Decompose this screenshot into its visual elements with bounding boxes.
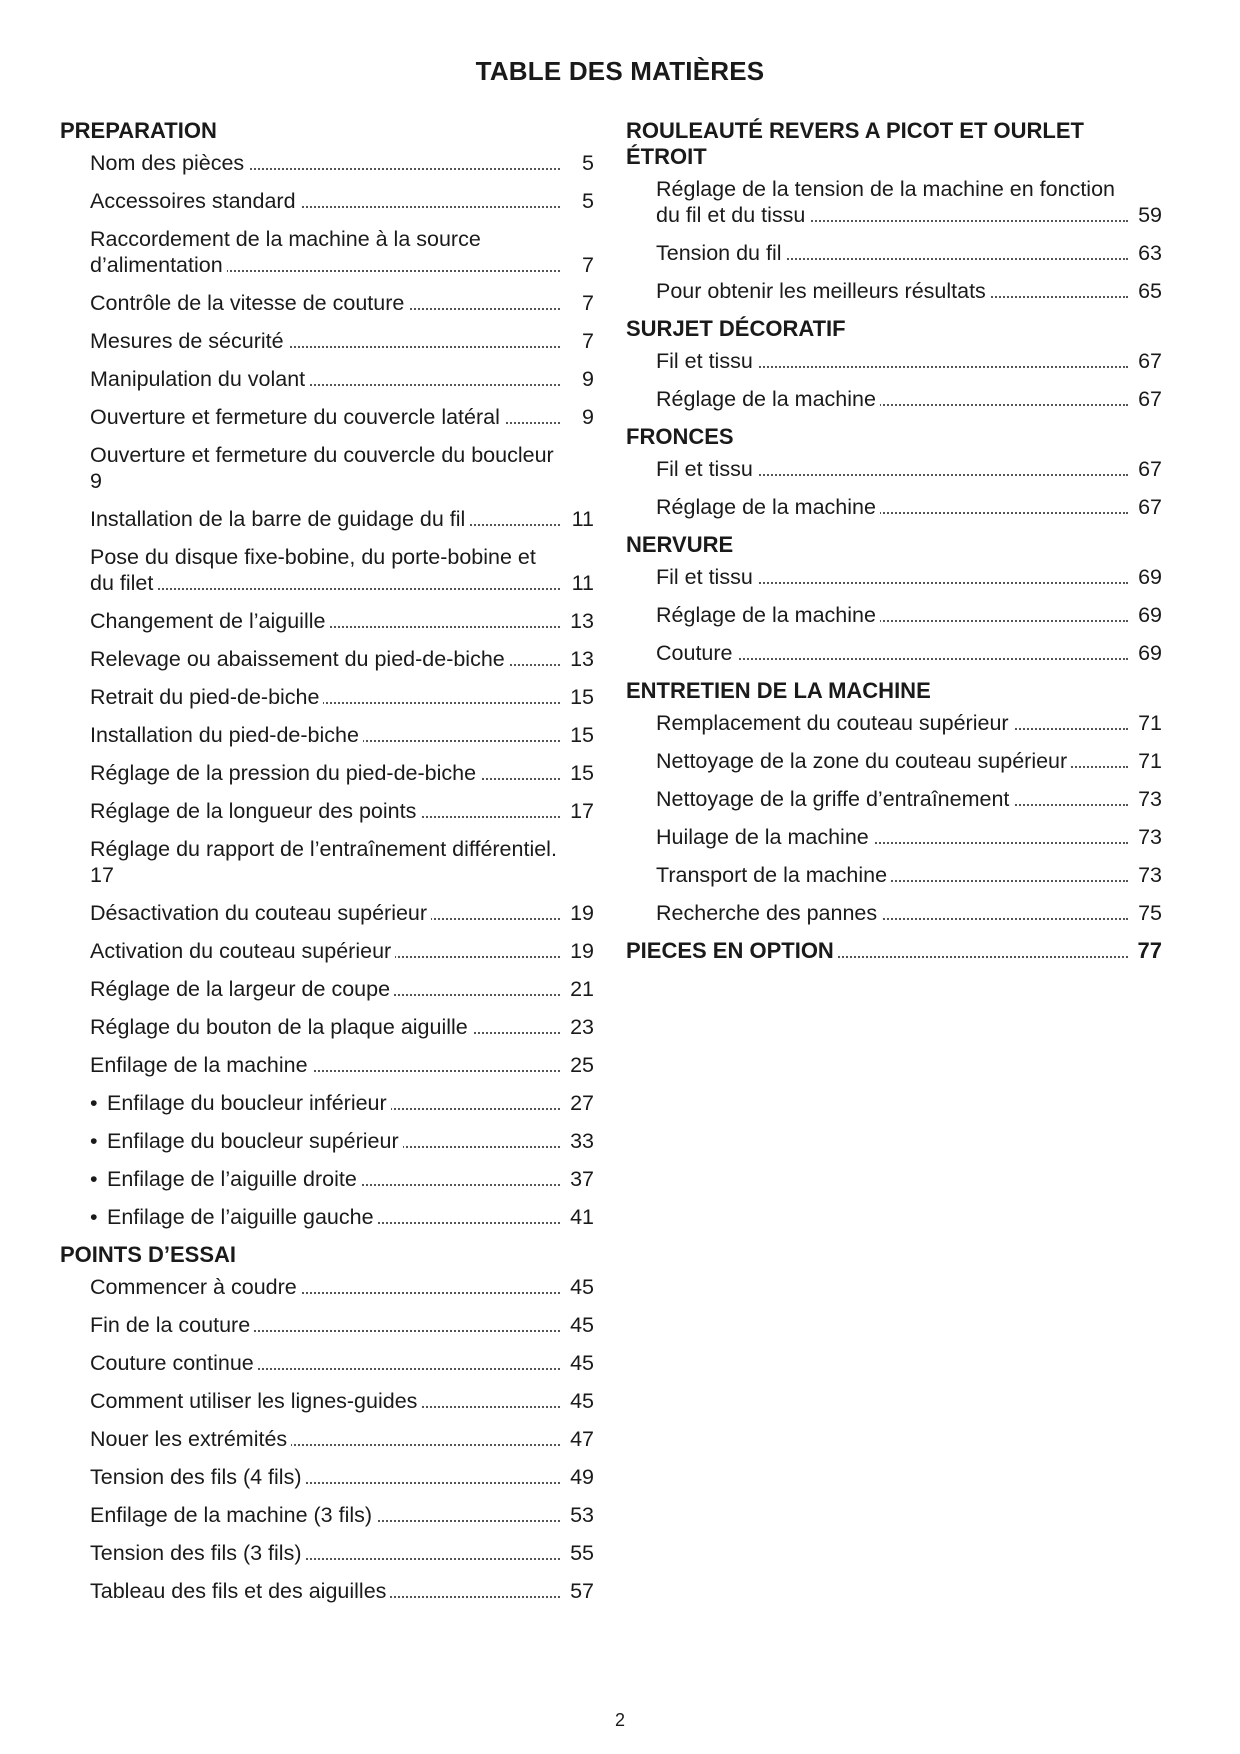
toc-entry-label: Réglage du bouton de la plaque aiguille: [90, 1015, 472, 1039]
toc-entry-page: 45: [566, 1350, 594, 1376]
toc-entry[interactable]: [90, 366, 594, 392]
toc-entry-label: Mesures de sécurité: [90, 329, 288, 353]
toc-entry[interactable]: [656, 176, 1162, 228]
toc-entry-page: 75: [1134, 900, 1162, 926]
toc-entry-label: Enfilage de l’aiguille droite: [107, 1167, 361, 1191]
toc-entry[interactable]: [656, 824, 1162, 850]
toc-entry-page: 69: [1134, 602, 1162, 628]
toc-entry-page: 5: [578, 150, 594, 176]
dot-leader: [90, 588, 560, 590]
toc-entry[interactable]: [90, 722, 594, 748]
toc-entry-label: Tension des fils (4 fils): [90, 1465, 306, 1489]
toc-entry[interactable]: [90, 976, 594, 1002]
toc-entry-page: 57: [566, 1578, 594, 1604]
toc-entry-label: Désactivation du couteau supérieur: [90, 901, 431, 925]
toc-entry[interactable]: [90, 798, 594, 824]
toc-entry[interactable]: [90, 328, 594, 354]
toc-entry-page: 13: [566, 608, 594, 634]
toc-entry-label: Remplacement du couteau supérieur: [656, 711, 1013, 735]
toc-entry[interactable]: [90, 1350, 594, 1376]
toc-entry[interactable]: [90, 1312, 594, 1338]
toc-entry-label: Ouverture et fermeture du couvercle latéral: [90, 405, 504, 429]
toc-entry-page: 73: [1134, 824, 1162, 850]
bullet-icon: •: [90, 1205, 98, 1229]
toc-entry[interactable]: [90, 442, 594, 494]
toc-entry-page: 15: [566, 722, 594, 748]
toc-entry-label: Réglage de la largeur de coupe: [90, 977, 394, 1001]
toc-entry-label: Comment utiliser les lignes-guides: [90, 1389, 421, 1413]
toc-entry-page: 71: [1134, 710, 1162, 736]
toc-entry-page: 37: [566, 1166, 594, 1192]
toc-entry-page: 73: [1134, 862, 1162, 888]
toc-entry-label: Réglage de la machine: [656, 495, 880, 519]
toc-entry-label: Relevage ou abaissement du pied-de-biche: [90, 647, 509, 671]
toc-entry[interactable]: [656, 786, 1162, 812]
toc-entry-label: Couture continue: [90, 1351, 258, 1375]
page-title: TABLE DES MATIÈRES: [475, 56, 765, 86]
toc-entry-label: Enfilage du boucleur supérieur: [107, 1129, 403, 1153]
toc-entry[interactable]: [90, 290, 594, 316]
toc-entry-label: Tension des fils (3 fils): [90, 1541, 306, 1565]
toc-entry[interactable]: [90, 1090, 594, 1116]
toc-entry-label: Nouer les extrémités: [90, 1427, 291, 1451]
toc-entry[interactable]: [656, 602, 1162, 628]
toc-entry-page: 13: [566, 646, 594, 672]
toc-entry-page: 53: [566, 1502, 594, 1528]
toc-entry-label: Ouverture et fermeture du couvercle du boucleur 9: [90, 443, 554, 493]
toc-entry-page: 21: [566, 976, 594, 1002]
toc-entry[interactable]: [90, 506, 594, 532]
toc-entry[interactable]: [626, 938, 1162, 964]
toc-section: [626, 316, 1162, 412]
toc-entry[interactable]: [656, 862, 1162, 888]
toc-entry[interactable]: [656, 386, 1162, 412]
toc-entry-page: 5: [578, 188, 594, 214]
toc-entry-label: Fin de la couture: [90, 1313, 254, 1337]
toc-entry[interactable]: [90, 544, 594, 596]
toc-entry-page: 27: [566, 1090, 594, 1116]
toc-entry-label: Enfilage de la machine (3 fils): [90, 1503, 376, 1527]
toc-entry-page: 9: [578, 366, 594, 392]
toc-entry-label: Fil et tissu: [656, 349, 757, 373]
toc-entry-label: Activation du couteau supérieur: [90, 939, 395, 963]
toc-entry-label: Pose du disque fixe-bobine, du porte-bobine et du filet: [90, 545, 536, 595]
toc-entry-label: Tableau des fils et des aiguilles: [90, 1579, 390, 1603]
toc-entry-page: 15: [566, 760, 594, 786]
toc-entry[interactable]: [656, 278, 1162, 304]
toc-entry-label: Raccordement de la machine à la source d’alimentation: [90, 227, 481, 277]
toc-entry-page: 71: [1134, 748, 1162, 774]
toc-entry[interactable]: [90, 1204, 594, 1230]
toc-entry-page: 45: [566, 1312, 594, 1338]
toc-entry-label: Enfilage du boucleur inférieur: [107, 1091, 391, 1115]
toc-entry-label: Installation de la barre de guidage du fil: [90, 507, 469, 531]
toc-section: [60, 118, 594, 1230]
section-heading: NERVURE: [626, 532, 734, 557]
toc-entry[interactable]: [656, 748, 1162, 774]
toc-entry-page: 7: [578, 328, 594, 354]
toc-entry-page: 73: [1134, 786, 1162, 812]
section-heading: PREPARATION: [60, 118, 217, 143]
toc-entry[interactable]: [656, 240, 1162, 266]
toc-entry[interactable]: [90, 836, 594, 888]
toc-entry-page: 7: [578, 252, 594, 278]
toc-entry[interactable]: [90, 226, 594, 278]
toc-entry-page: 17: [566, 798, 594, 824]
toc-entry-page: 7: [578, 290, 594, 316]
toc-entry-label: Réglage de la longueur des points: [90, 799, 420, 823]
toc-entry[interactable]: [90, 608, 594, 634]
toc-entry[interactable]: [90, 1502, 594, 1528]
section-heading: ENTRETIEN DE LA MACHINE: [626, 678, 931, 703]
toc-entry-label: Commencer à coudre: [90, 1275, 301, 1299]
toc-entry-label: Changement de l’aiguille: [90, 609, 329, 633]
toc-right-column: [626, 118, 1162, 976]
toc-entry[interactable]: [90, 404, 594, 430]
toc-entry[interactable]: [90, 684, 594, 710]
toc-entry[interactable]: [90, 1014, 594, 1040]
toc-entry-page: 67: [1134, 348, 1162, 374]
toc-entry[interactable]: [90, 1274, 594, 1300]
toc-entry-label: Réglage du rapport de l’entraînement différentiel. 17: [90, 837, 557, 887]
toc-entry-page: 25: [566, 1052, 594, 1078]
toc-entry-page: 11: [568, 570, 594, 596]
toc-entry-page: 77: [1134, 938, 1162, 964]
toc-entry-page: 19: [566, 938, 594, 964]
toc-entry[interactable]: [656, 900, 1162, 926]
toc-entry[interactable]: [656, 494, 1162, 520]
toc-entry-label: Fil et tissu: [656, 457, 757, 481]
toc-entry-label: Enfilage de l’aiguille gauche: [107, 1205, 378, 1229]
bullet-icon: •: [90, 1167, 98, 1191]
bullet-icon: •: [90, 1129, 98, 1153]
toc-entry-label: Réglage de la machine: [656, 603, 880, 627]
toc-entry[interactable]: [90, 1388, 594, 1414]
toc-entry[interactable]: [90, 938, 594, 964]
toc-entry-label: Nettoyage de la zone du couteau supérieur: [656, 749, 1071, 773]
toc-left-column: [60, 118, 594, 1616]
toc-entry[interactable]: [656, 564, 1162, 590]
toc-entry-page: 65: [1134, 278, 1162, 304]
toc-entry[interactable]: [656, 640, 1162, 666]
toc-entry-label: Fil et tissu: [656, 565, 757, 589]
toc-entry[interactable]: [90, 1578, 594, 1604]
toc-entry[interactable]: [90, 1426, 594, 1452]
toc-entry-label: Nom des pièces: [90, 151, 248, 175]
toc-entry[interactable]: [90, 900, 594, 926]
toc-entry-label: Installation du pied-de-biche: [90, 723, 363, 747]
toc-entry-page: 9: [578, 404, 594, 430]
toc-entry-page: 67: [1134, 386, 1162, 412]
section-heading: ROULEAUTÉ REVERS A PICOT ET OURLET ÉTROIT: [626, 118, 1084, 169]
toc-entry[interactable]: [656, 456, 1162, 482]
bullet-icon: •: [90, 1091, 98, 1115]
toc-entry-label: Huilage de la machine: [656, 825, 873, 849]
toc-entry-label: Nettoyage de la griffe d’entraînement: [656, 787, 1013, 811]
toc-entry-label: Tension du fil: [656, 241, 786, 265]
toc-entry-page: 67: [1134, 494, 1162, 520]
toc-entry-page: 33: [566, 1128, 594, 1154]
toc-entry-label: Manipulation du volant: [90, 367, 309, 391]
toc-entry[interactable]: [656, 348, 1162, 374]
toc-entry[interactable]: [90, 1540, 594, 1566]
toc-entry-label: Accessoires standard: [90, 189, 300, 213]
toc-entry-page: 41: [566, 1204, 594, 1230]
toc-entry-label: PIECES EN OPTION: [626, 938, 838, 963]
toc-entry[interactable]: [90, 1128, 594, 1154]
toc-entry[interactable]: [90, 1166, 594, 1192]
toc-entry-label: Réglage de la machine: [656, 387, 880, 411]
toc-section: [626, 118, 1162, 304]
toc-entry[interactable]: [90, 1464, 594, 1490]
section-heading: FRONCES: [626, 424, 734, 449]
toc-entry-page: 45: [566, 1274, 594, 1300]
toc-section: [60, 1242, 594, 1604]
page-number: 2: [614, 1710, 625, 1730]
toc-entry-page: 47: [566, 1426, 594, 1452]
section-heading: POINTS D’ESSAI: [60, 1242, 237, 1267]
toc-entry-label: Couture: [656, 641, 737, 665]
toc-entry-page: 67: [1134, 456, 1162, 482]
toc-entry-page: 69: [1134, 640, 1162, 666]
toc-entry-page: 59: [1134, 202, 1162, 228]
toc-section: [626, 532, 1162, 666]
toc-entry-page: 55: [566, 1540, 594, 1566]
toc-entry-page: 11: [568, 506, 594, 532]
toc-entry[interactable]: [90, 1052, 594, 1078]
toc-entry[interactable]: [656, 710, 1162, 736]
toc-entry-label: Transport de la machine: [656, 863, 891, 887]
toc-entry-page: 45: [566, 1388, 594, 1414]
toc-entry-page: 63: [1134, 240, 1162, 266]
toc-entry-page: 69: [1134, 564, 1162, 590]
toc-entry-label: Contrôle de la vitesse de couture: [90, 291, 408, 315]
toc-section: [626, 424, 1162, 520]
toc-entry-label: Réglage de la pression du pied-de-biche: [90, 761, 480, 785]
toc-entry-page: 19: [566, 900, 594, 926]
toc-entry-label: Pour obtenir les meilleurs résultats: [656, 279, 990, 303]
toc-entry-label: Retrait du pied-de-biche: [90, 685, 323, 709]
toc-entry-page: 15: [566, 684, 594, 710]
toc-entry-page: 23: [566, 1014, 594, 1040]
section-heading: SURJET DÉCORATIF: [626, 316, 846, 341]
toc-section: [626, 938, 1162, 964]
toc-entry-page: 49: [566, 1464, 594, 1490]
toc-entry-label: Enfilage de la machine: [90, 1053, 312, 1077]
toc-entry[interactable]: [90, 188, 594, 214]
toc-entry-label: Réglage de la tension de la machine en fonction du fil et du tissu: [656, 177, 1115, 227]
toc-entry[interactable]: [90, 646, 594, 672]
toc-entry[interactable]: [90, 760, 594, 786]
toc-entry[interactable]: [90, 150, 594, 176]
toc-entry-label: Recherche des pannes: [656, 901, 881, 925]
toc-section: [626, 678, 1162, 926]
